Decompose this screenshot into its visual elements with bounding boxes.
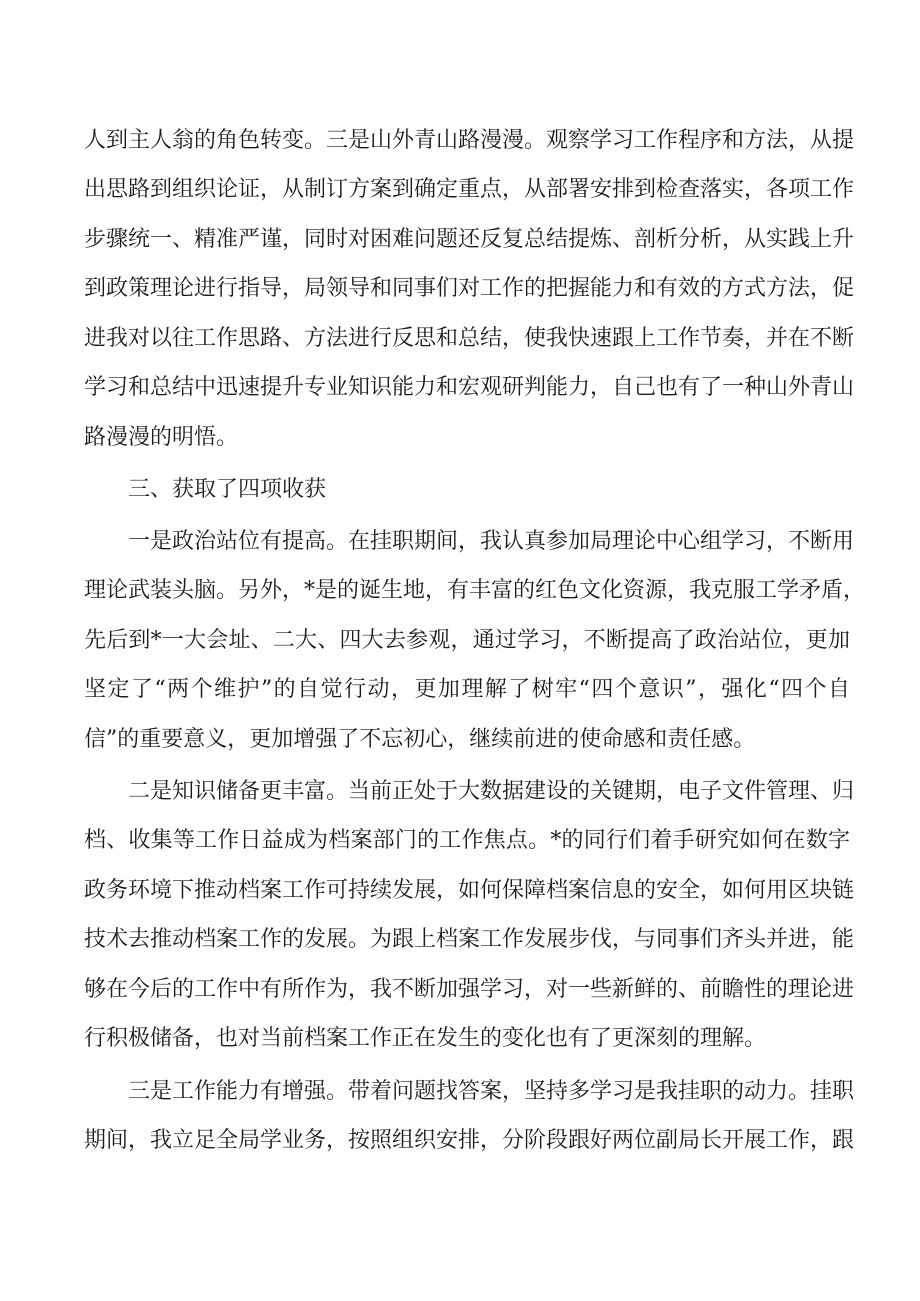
text-line: 步骤统一、精准严谨，同时对困难问题还反复总结提炼、剖析分析，从实践上升 xyxy=(84,227,855,252)
text-line: 到政策理论进行指导，局领导和同事们对工作的把握能力和有效的方式方法，促 xyxy=(84,276,855,301)
text-line: 学习和总结中迅速提升专业知识能力和宏观研判能力，自己也有了一种山外青山 xyxy=(84,375,855,400)
text-line: 进我对以往工作思路、方法进行反思和总结，使我快速跟上工作节奏，并在不断 xyxy=(84,326,855,351)
text-line: 出思路到组织论证，从制订方案到确定重点，从部署安排到检查落实，各项工作 xyxy=(84,177,855,202)
text-line: 政务环境下推动档案工作可持续发展，如何保障档案信息的安全，如何用区块链 xyxy=(84,878,855,903)
text-line: 行积极储备，也对当前档案工作正在发生的变化也有了更深刻的理解。 xyxy=(84,1026,767,1051)
text-line: 够在今后的工作中有所作为，我不断加强学习，对一些新鲜的、前瞻性的理论进 xyxy=(84,977,855,1002)
text-line: 理论武装头脑。另外，*是的诞生地，有丰富的红色文化资源，我克服工学矛盾， xyxy=(84,578,866,603)
text-line: 先后到*一大会址、二大、四大去参观，通过学习，不断提高了政治站位，更加 xyxy=(84,628,850,653)
text-line: 技术去推动档案工作的发展。为跟上档案工作发展步伐，与同事们齐头并进，能 xyxy=(84,927,855,952)
text-line: 路漫漫的明悟。 xyxy=(84,425,239,450)
text-line: 信”的重要意义，更加增强了不忘初心，继续前进的使命感和责任感。 xyxy=(84,727,756,752)
paragraph-first-line: 一是政治站位有提高。在挂职期间，我认真参加局理论中心组学习，不断用 xyxy=(128,529,855,554)
paragraph-first-line: 二是知识储备更丰富。当前正处于大数据建设的关键期，电子文件管理、归 xyxy=(128,779,855,804)
text-line: 期间，我立足全局学业务，按照组织安排，分阶段跟好两位副局长开展工作，跟 xyxy=(84,1128,855,1153)
text-line: 坚定了“两个维护”的自觉行动，更加理解了树牢“四个意识”，强化“四个自 xyxy=(84,677,850,702)
text-line: 档、收集等工作日益成为档案部门的工作焦点。*的同行们着手研究如何在数字 xyxy=(84,828,850,853)
section-heading: 三、获取了四项收获 xyxy=(128,477,327,502)
paragraph-first-line: 三是工作能力有增强。带着问题找答案，坚持多学习是我挂职的动力。挂职 xyxy=(128,1079,855,1104)
text-line: 人到主人翁的角色转变。三是山外青山路漫漫。观察学习工作程序和方法，从提 xyxy=(84,128,855,153)
